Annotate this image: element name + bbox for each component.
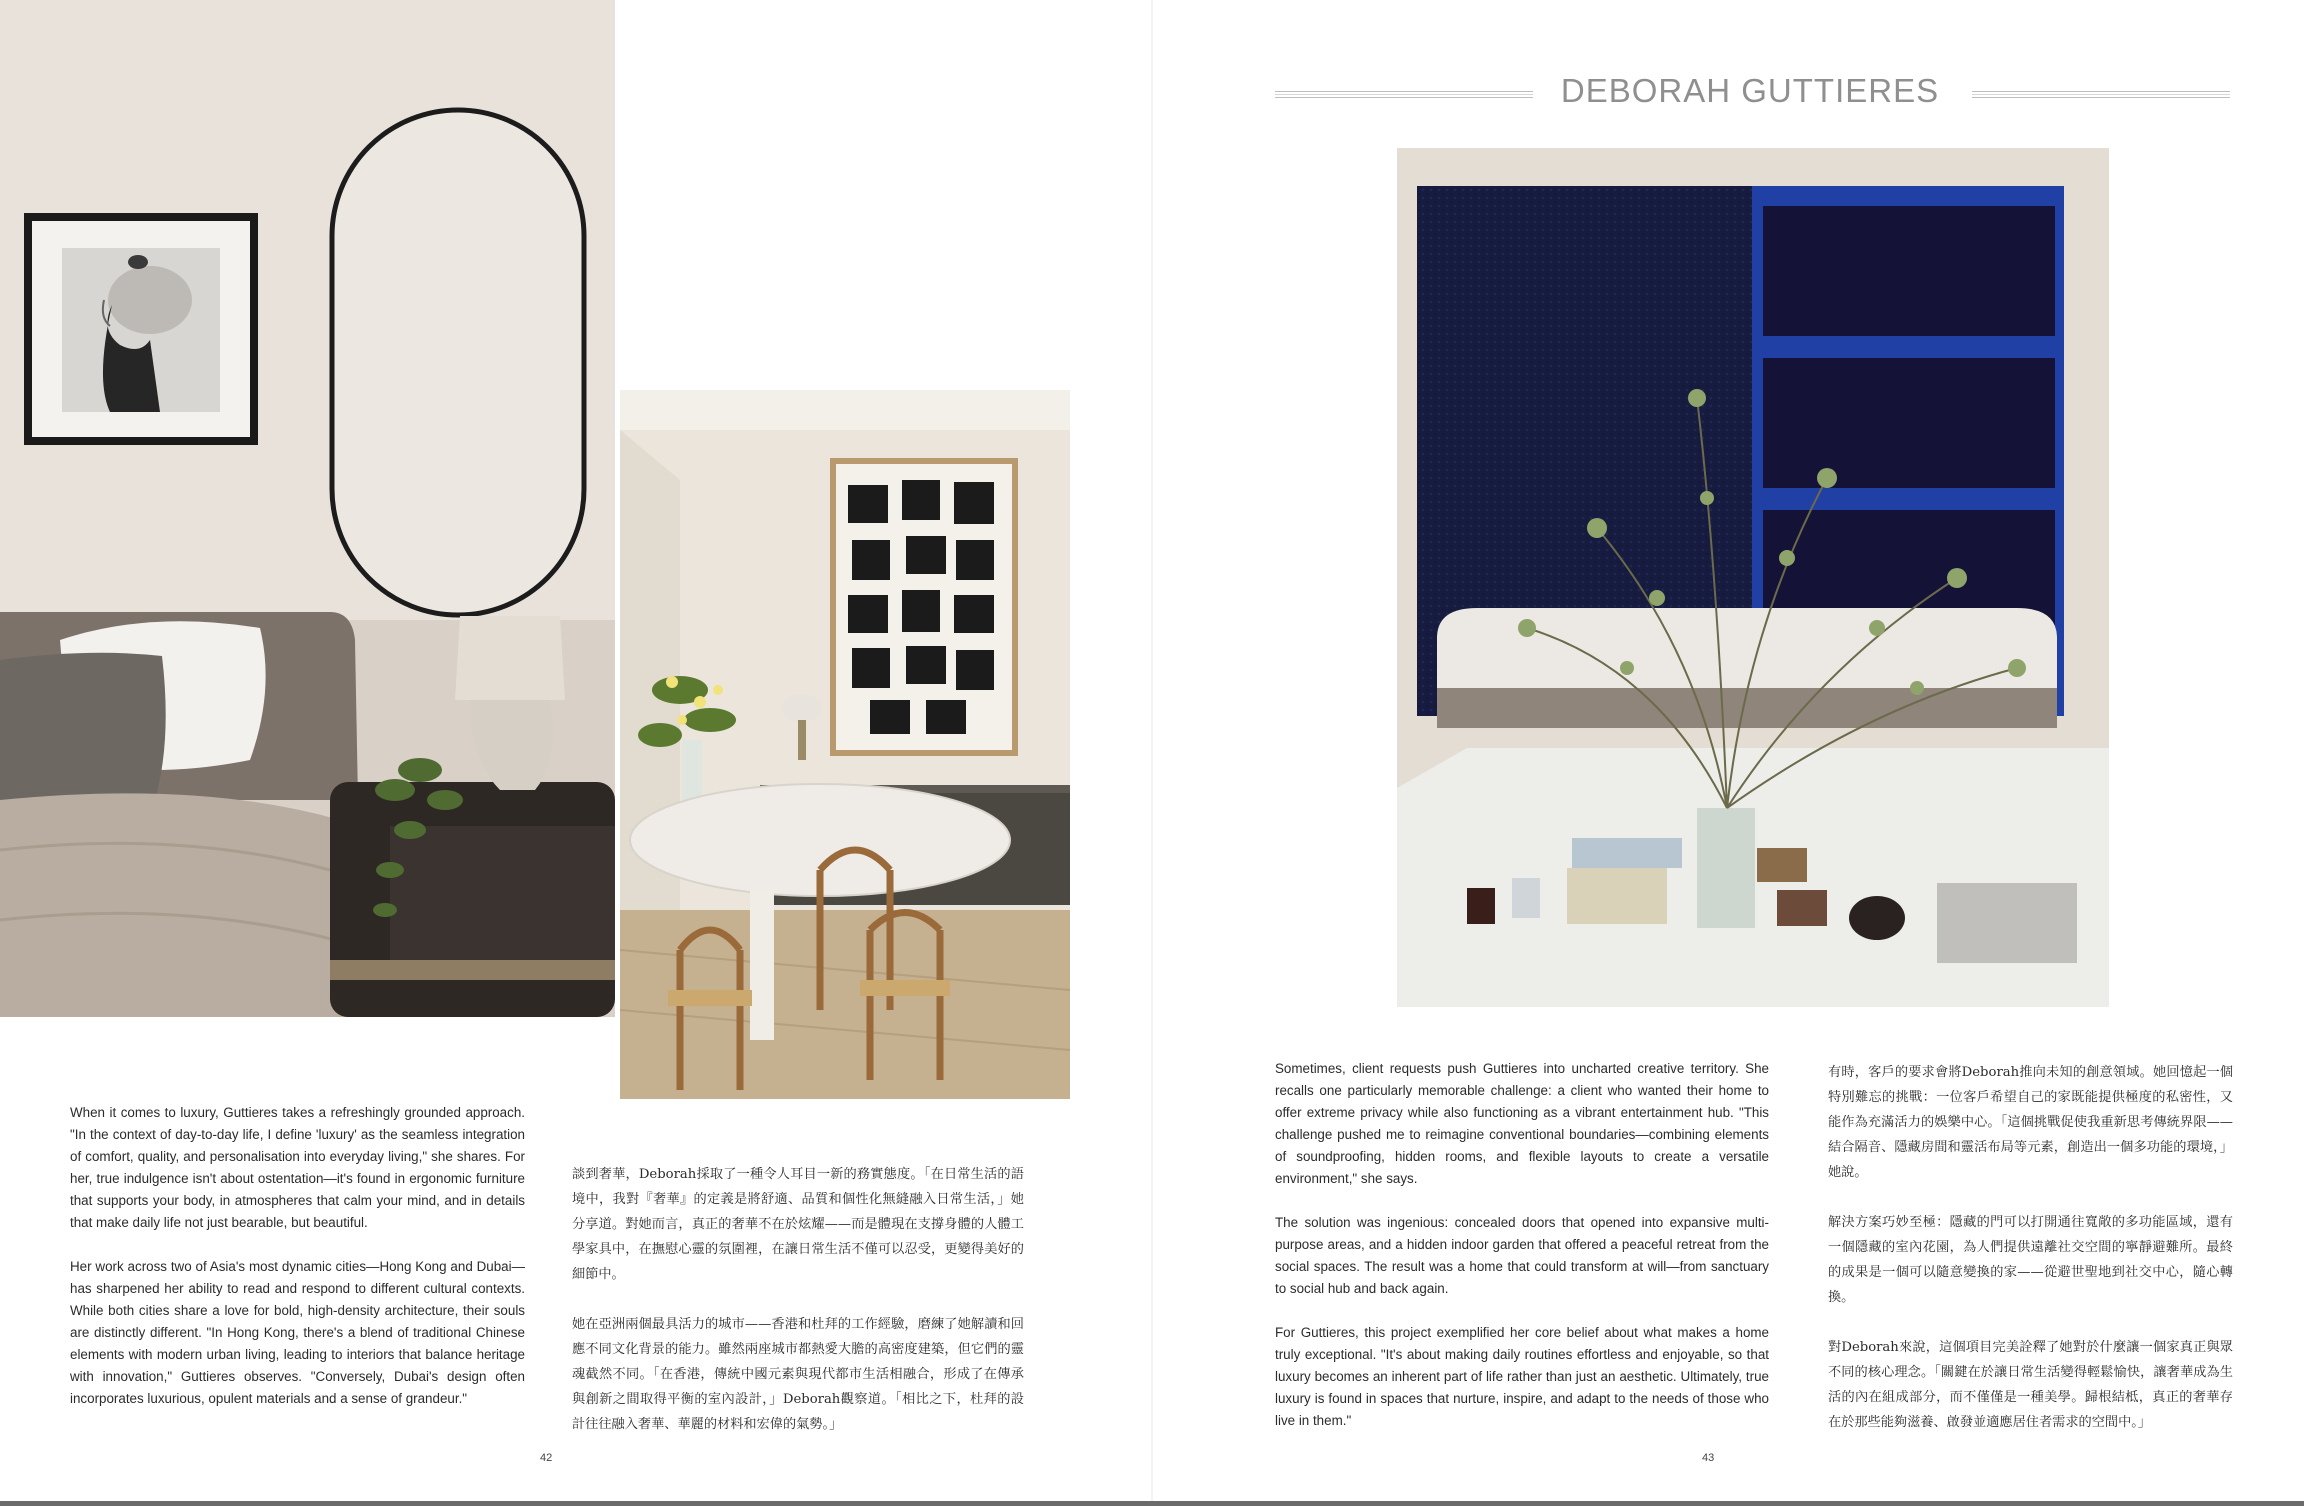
header-rule-right bbox=[1972, 91, 2230, 98]
right-chinese-paragraph-1: 有時，客戶的要求會將Deborah推向未知的創意領域。她回憶起一個特別難忘的挑戰：一位客戶希望自己的家既能提供極度的私密性，又能作為充滿活力的娛樂中心。「這個挑戰促使我重新思考傳統界限——結合隔音、隱藏房間和靈活布局等元素，創造出一個多功能的環境，」她說。 bbox=[1828, 1065, 2233, 1180]
dining-room-photo bbox=[620, 390, 1070, 1099]
oval-mirror bbox=[332, 110, 584, 615]
right-english-paragraph-2: The solution was ingenious: concealed doors that opened into expansive multi-purpose areas, and a hidden indoor garden that offered a peaceful retreat from the social spaces. The result was a home that could transform at will—from sanctuary to social hub and back again. bbox=[1275, 1215, 1769, 1296]
left-chinese-paragraph-2: 她在亞洲兩個最具活力的城市——香港和杜拜的工作經驗，磨練了她解讀和回應不同文化背景的能力。雖然兩座城市都熱愛大膽的高密度建築，但它們的靈魂截然不同。「在香港，傳統中國元素與現代都市生活相融合，形成了在傳承與創新之間取得平衡的室內設計，」Deborah觀察道。「相比之下，杜拜的設計往往融入奢華、華麗的材料和宏偉的氣勢。」 bbox=[572, 1317, 1024, 1432]
header-rule-left bbox=[1275, 91, 1533, 98]
left-chinese-paragraph-1: 談到奢華，Deborah採取了一種令人耳目一新的務實態度。「在日常生活的語境中，我對『奢華』的定義是將舒適、品質和個性化無縫融入日常生活，」她分享道。對她而言，真正的奢華不在於炫耀——而是體現在支撐身體的人體工學家具中，在撫慰心靈的氛圍裡，在讓日常生活不僅可以忍受，更變得美好的細節中。 bbox=[572, 1167, 1024, 1282]
dining-illustration bbox=[620, 390, 1070, 1099]
bedroom-illustration bbox=[0, 0, 615, 1017]
living-room-photo bbox=[1397, 148, 2109, 1007]
left-english-column bbox=[70, 1102, 525, 1432]
left-english-paragraph-1: When it comes to luxury, Guttieres takes a refreshingly grounded approach. "In the context of day-to-day life, I define 'luxury' as the seamless integration of comfort, quality, and personalisation into everyday living," she shares. For her, true indulgence isn't about ostentation—it's found in ergonomic furniture that supports your body, in atmospheres that calm your mind, and in details that make daily life not just bearable, but beautiful. bbox=[70, 1105, 525, 1230]
header-title: DEBORAH GUTTIERES bbox=[1560, 72, 1940, 109]
right-english-paragraph-3: For Guttieres, this project exemplified her core belief about what makes a home truly exceptional. "It's about making daily routines effortless and enjoyable, so that luxury becomes an inherent part of life rather than just an aesthetic. Ultimately, true luxury is found in spaces that nurture, inspire, and adapt to the needs of those who live in them." bbox=[1275, 1325, 1769, 1428]
bedroom-photo bbox=[0, 0, 615, 1017]
left-chinese-column bbox=[572, 1162, 1024, 1462]
right-chinese-column bbox=[1828, 1060, 2233, 1460]
right-chinese-paragraph-2: 解決方案巧妙至極：隱藏的門可以打開通往寬敞的多功能區域，還有一個隱藏的室內花園，為人們提供遠離社交空間的寧靜避難所。最終的成果是一個可以隨意變換的家——從避世聖地到社交中心，隨心轉換。 bbox=[1828, 1215, 2233, 1305]
right-english-paragraph-1: Sometimes, client requests push Guttieres into uncharted creative territory. She recalls one particularly memorable challenge: a client who wanted their home to offer extreme privacy while also functioning as a vibrant entertainment hub. "This challenge pushed me to reimagine conventional boundaries—combining elements of soundproofing, hidden rooms, and flexible layouts to create a versatile environment," she says. bbox=[1275, 1061, 1769, 1186]
right-english-column bbox=[1275, 1058, 1769, 1454]
bottom-edge bbox=[0, 1501, 2304, 1506]
right-chinese-paragraph-3: 對Deborah來說，這個項目完美詮釋了她對於什麼讓一個家真正與眾不同的核心理念。「關鍵在於讓日常生活變得輕鬆愉快，讓奢華成為生活的內在組成部分，而不僅僅是一種美學。歸根結柢，真正的奢華存在於那些能夠滋養、啟發並適應居住者需求的空間中。」 bbox=[1828, 1340, 2233, 1430]
right-page-number: 43 bbox=[1702, 1452, 1715, 1464]
spread-gutter bbox=[1151, 0, 1153, 1506]
living-illustration bbox=[1397, 148, 2109, 1007]
left-english-paragraph-2: Her work across two of Asia's most dynamic cities—Hong Kong and Dubai—has sharpened her ability to read and respond to different cultural contexts. While both cities share a love for bold, high-density architecture, their souls are distinctly different. "In Hong Kong, there's a blend of traditional Chinese elements with modern urban living, leading to interiors that balance heritage with innovation," Guttieres observes. "Conversely, Dubai's design often incorporates luxurious, opulent materials and a sense of grandeur." bbox=[70, 1259, 525, 1406]
left-page-number: 42 bbox=[540, 1452, 553, 1464]
